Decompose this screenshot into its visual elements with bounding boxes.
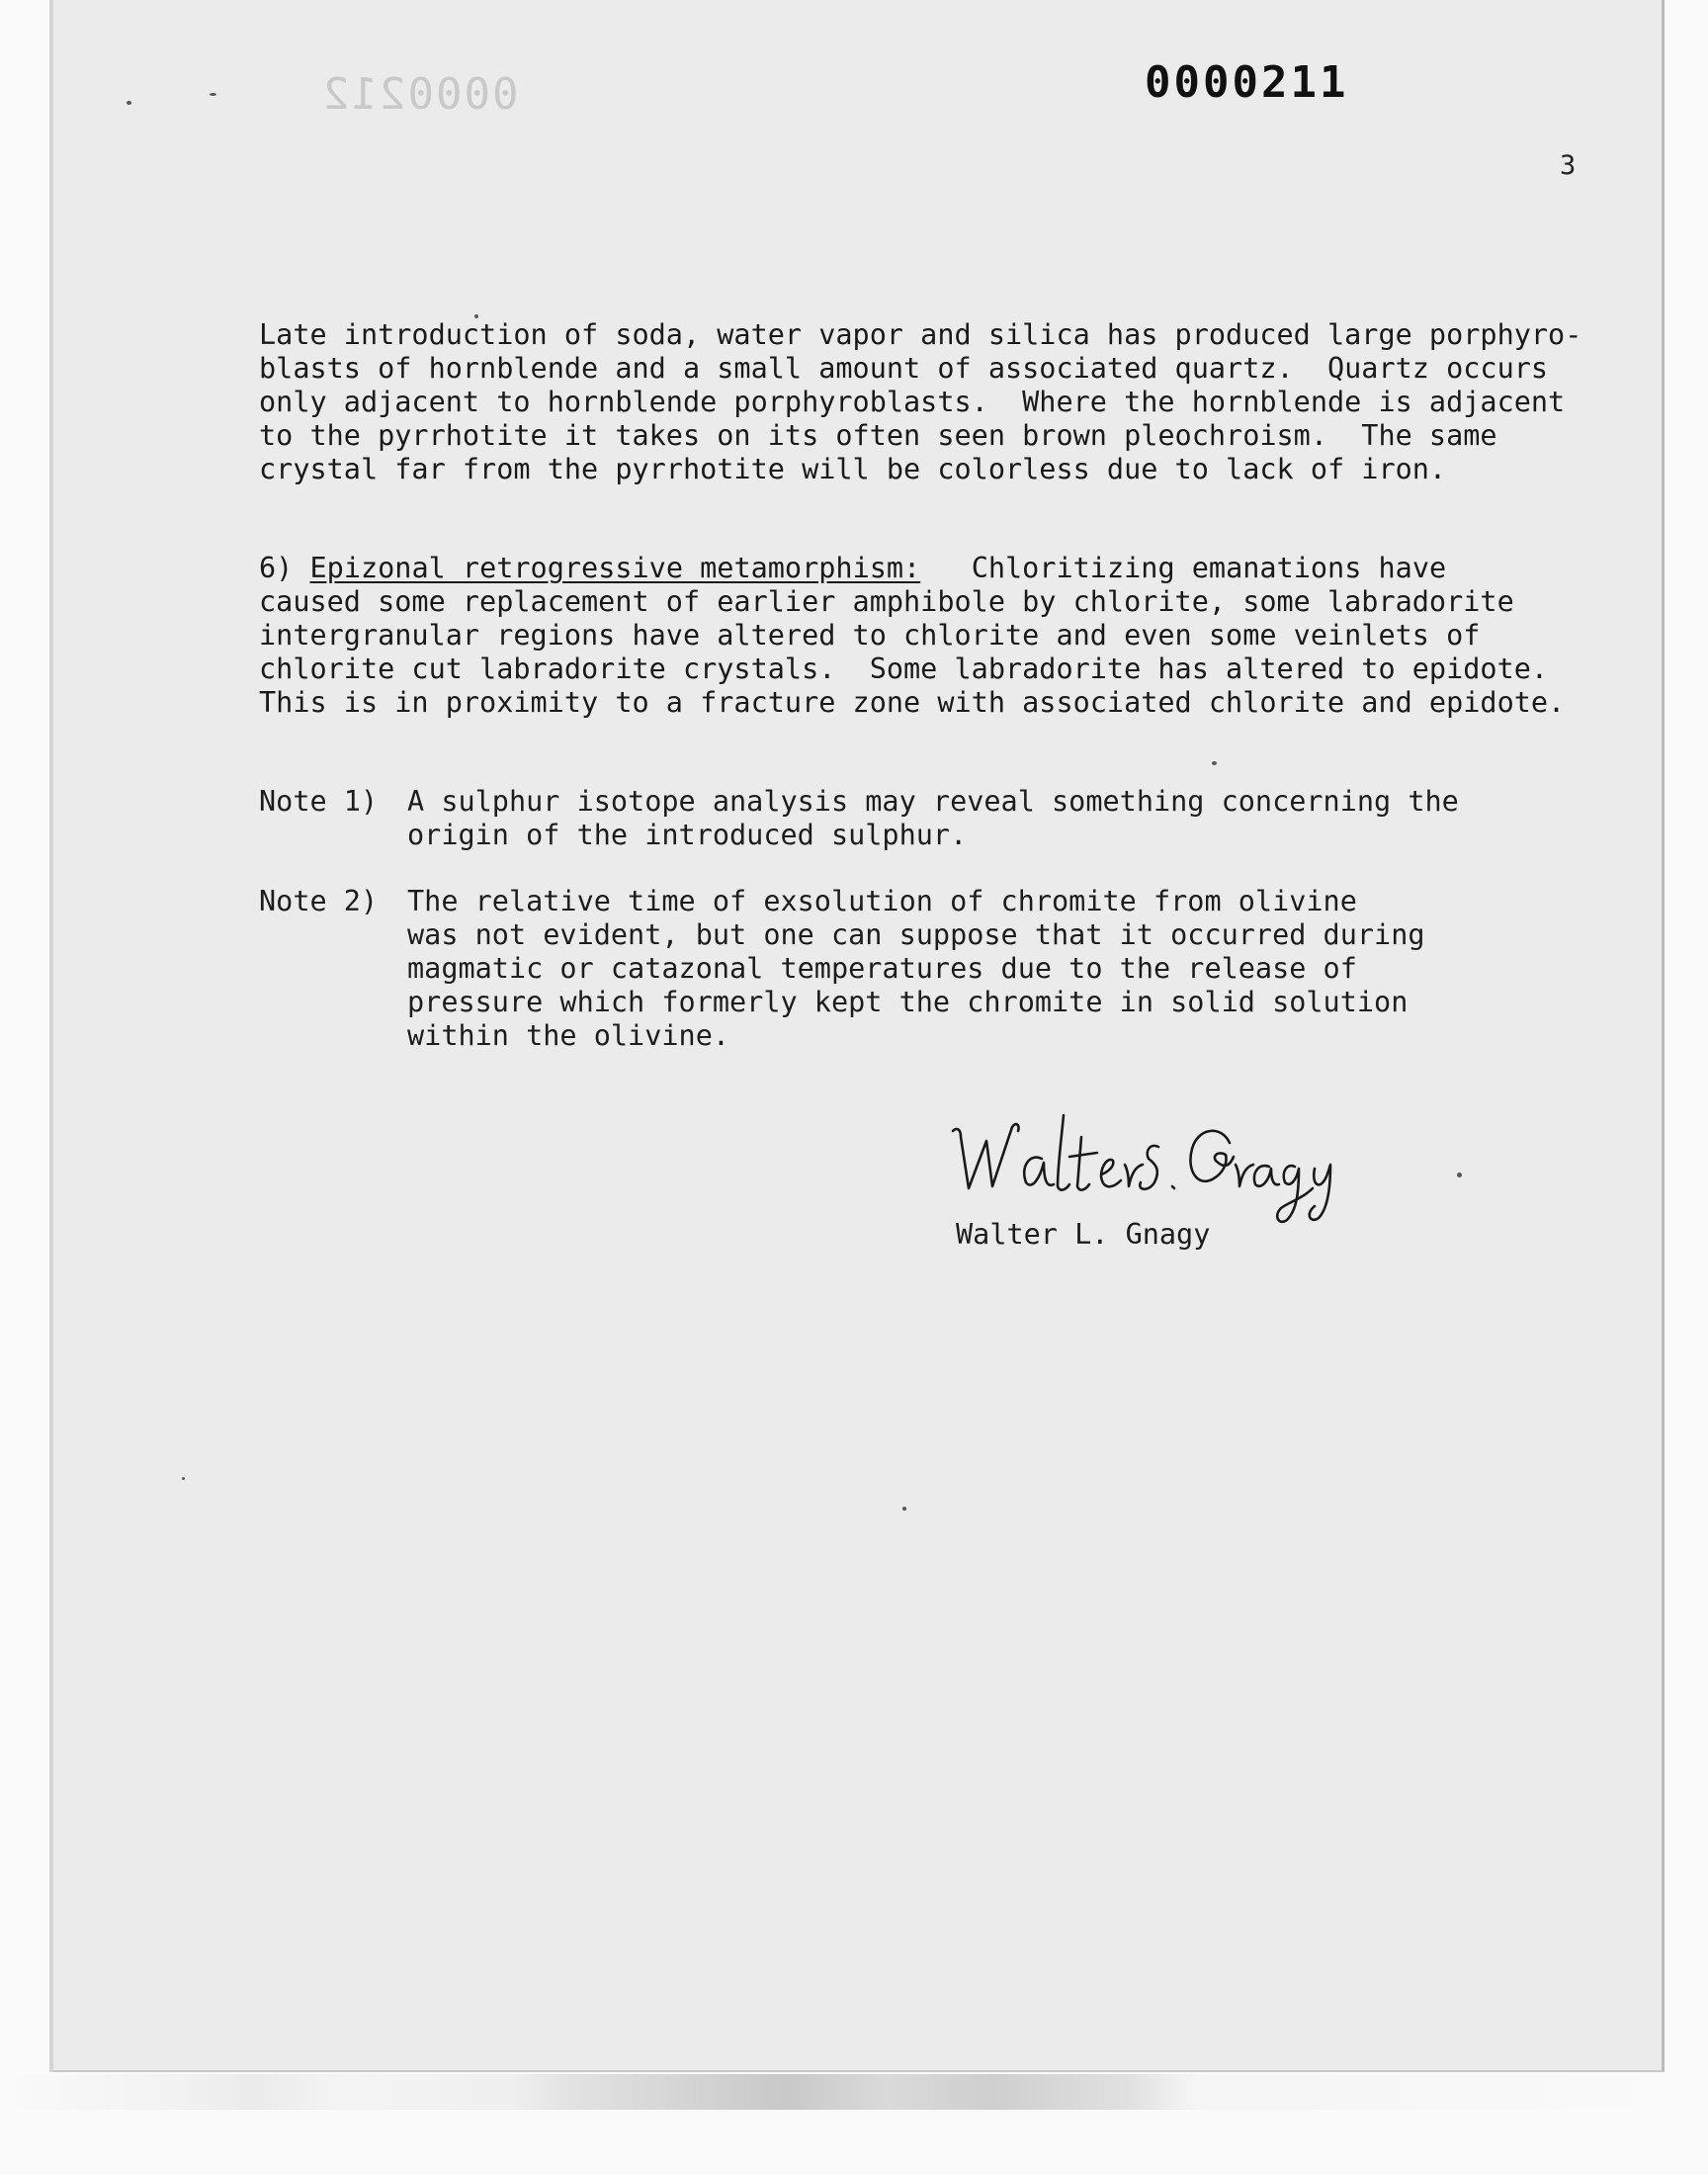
paragraph-line: This is in proximity to a fracture zone with associated chlorite and epidote.	[259, 686, 1566, 719]
note-line: within the olivine.	[407, 1019, 730, 1052]
note-line: origin of the introduced sulphur.	[407, 819, 968, 851]
paragraph-line-rest: Chloritizing emanations have	[971, 552, 1447, 584]
scan-speck	[1212, 761, 1217, 765]
note-line: A sulphur isotope analysis may reveal something concerning the	[407, 785, 1459, 818]
paragraph-late-introduction	[259, 318, 1581, 486]
note-1-label: Note 1)	[259, 785, 379, 818]
paragraph-line: only adjacent to hornblende porphyroblasts. Where the hornblende is adjacent	[259, 386, 1566, 418]
handwritten-signature	[947, 1107, 1332, 1226]
paragraph-line: blasts of hornblende and a small amount of associated quartz. Quartz occurs	[259, 352, 1549, 385]
bleed-through-number: 0000212	[321, 69, 519, 120]
scan-edge-strip	[0, 2074, 1708, 2110]
note-1-text	[407, 785, 1459, 852]
paragraph-line: Late introduction of soda, water vapor and silica has produced large porphyro-	[259, 318, 1582, 351]
paragraph-line: intergranular regions have altered to chlorite and even some veinlets of	[259, 619, 1481, 652]
note-2-text	[407, 885, 1425, 1053]
paragraph-epizonal-metamorphism	[259, 552, 1565, 720]
page-number: 3	[1560, 150, 1577, 181]
signer-name: Walter L. Gnagy	[956, 1218, 1211, 1251]
section-heading: Epizonal retrogressive metamorphism:	[309, 552, 921, 584]
scan-speck	[210, 93, 216, 96]
scan-speck	[474, 314, 478, 318]
note-line: The relative time of exsolution of chromite from olivine	[407, 885, 1357, 917]
note-line: magmatic or catazonal temperatures due to the release of	[407, 952, 1357, 985]
scan-speck	[127, 101, 131, 105]
paragraph-first-line	[259, 552, 1565, 585]
note-2-label: Note 2)	[259, 885, 379, 917]
page-left-edge	[49, 0, 53, 2072]
scan-speck	[182, 1477, 185, 1480]
note-line: pressure which formerly kept the chromite in solid solution	[407, 986, 1409, 1018]
scan-speck	[902, 1507, 906, 1511]
note-line: was not evident, but one can suppose that it occurred during	[407, 918, 1425, 951]
paragraph-number: 6)	[259, 552, 294, 584]
scan-speck	[1457, 1173, 1462, 1177]
paragraph-line: chlorite cut labradorite crystals. Some labradorite has altered to epidote.	[259, 652, 1549, 685]
paragraph-line: caused some replacement of earlier amphibole by chlorite, some labradorite	[259, 585, 1514, 618]
paragraph-line: crystal far from the pyrrhotite will be colorless due to lack of iron.	[259, 453, 1447, 485]
document-stamp-number: 0000211	[1145, 57, 1349, 108]
paragraph-line: to the pyrrhotite it takes on its often seen brown pleochroism. The same	[259, 419, 1497, 452]
